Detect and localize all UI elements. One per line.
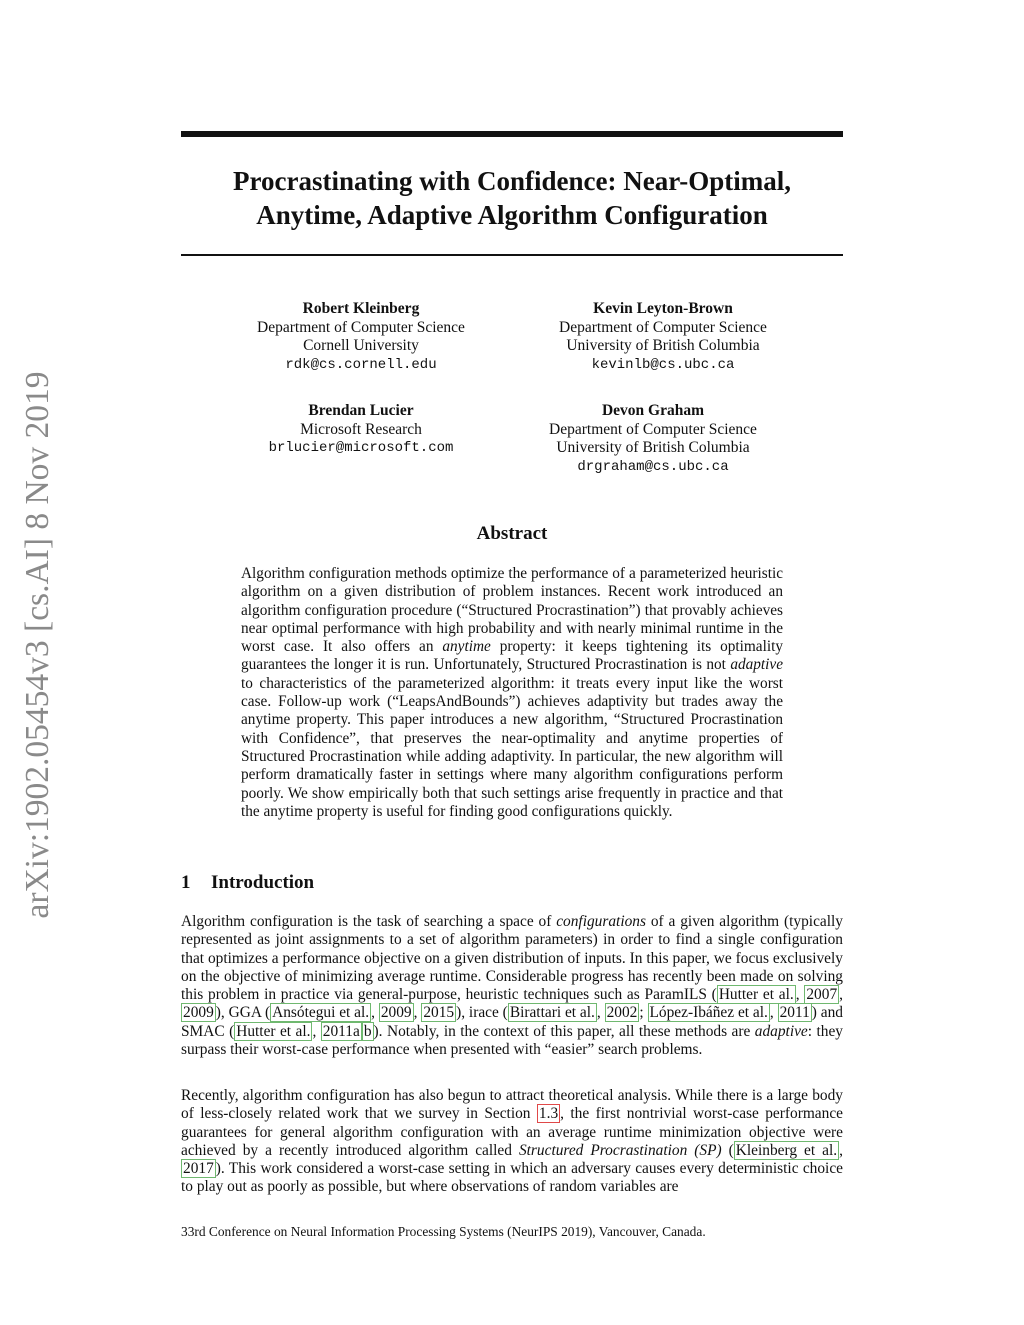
paragraph-text-run: ), irace ( bbox=[456, 1004, 508, 1022]
section-ref-link[interactable]: 1.3 bbox=[538, 1105, 559, 1123]
paragraph-emphasis: adaptive bbox=[754, 1022, 808, 1040]
section-title: Introduction bbox=[211, 872, 315, 893]
author-name: Robert Kleinberg bbox=[302, 300, 420, 317]
citation-separator: , bbox=[769, 1004, 778, 1022]
citation-separator: , bbox=[596, 1004, 605, 1022]
citation-link[interactable]: 2007 bbox=[806, 986, 838, 1004]
title-bottom-rule bbox=[181, 254, 843, 256]
citation-separator: ; bbox=[639, 1004, 648, 1022]
citation-link[interactable]: 2017 bbox=[183, 1160, 214, 1178]
citation-separator: , bbox=[839, 986, 843, 1004]
citation-separator: , bbox=[371, 1004, 379, 1022]
title-top-rule bbox=[181, 131, 843, 137]
citation-link[interactable]: 2011a bbox=[322, 1022, 360, 1040]
paragraph-text-run: Recently, algorithm configuration has also begun to attract theoretical analysis. While there is a large body of less-closely related work that we survey in Section bbox=[181, 1087, 843, 1123]
author-name: Kevin Leyton-Brown bbox=[593, 300, 733, 317]
author-block-leyton-brown bbox=[518, 300, 808, 374]
citation-link[interactable]: López-Ibáñez et al. bbox=[649, 1004, 768, 1022]
conference-footnote: 33rd Conference on Neural Information Processing Systems (NeurIPS 2019), Vancouver, Canada. bbox=[181, 1224, 706, 1239]
author-email[interactable]: drgraham@cs.ubc.ca bbox=[577, 458, 729, 475]
paragraph-text-run: Algorithm configuration is the task of searching a space of bbox=[181, 913, 557, 930]
citation-link[interactable]: Hutter et al. bbox=[718, 986, 794, 1004]
citation-separator: , bbox=[413, 1004, 422, 1022]
citation-link[interactable]: Ansótegui et al. bbox=[272, 1004, 370, 1022]
abstract-emphasis: anytime bbox=[442, 638, 491, 656]
author-email[interactable]: brlucier@microsoft.com bbox=[268, 440, 454, 456]
author-affiliation: Department of Computer Science bbox=[559, 318, 767, 336]
arxiv-identifier-stamp: arXiv:1902.05454v3 [cs.AI] 8 Nov 2019 bbox=[19, 371, 56, 919]
citation-link[interactable]: Hutter et al. bbox=[236, 1022, 311, 1040]
citation-link[interactable]: 2009 bbox=[380, 1004, 412, 1022]
author-name: Brendan Lucier bbox=[308, 402, 414, 419]
author-institution: University of British Columbia bbox=[566, 337, 760, 354]
abstract-text-run: Algorithm configuration methods optimize the performance of a parameterized heuristic algorithm on a given distribution of problem instances. Recent work introduced an algorithm configuration procedure (“Structured Procrastination”) that provably achieves near optimal performance with high probability and with nearly minimal runtime in the worst case. It also offers an bbox=[241, 565, 783, 656]
citation-link[interactable]: 2009 bbox=[183, 1004, 214, 1022]
section-number: 1 bbox=[181, 872, 191, 893]
citation-separator: , bbox=[312, 1022, 321, 1040]
paragraph-emphasis: Structured Procrastination (SP) bbox=[518, 1141, 722, 1159]
paragraph-text-run: , the first nontrivial worst-case performance guarantees for general algorithm configuration with an average runtime minimization objective were achieved by a recently introduced algorithm called bbox=[181, 1105, 843, 1159]
intro-paragraph-2 bbox=[181, 1087, 843, 1197]
author-email[interactable]: kevinlb@cs.ubc.ca bbox=[591, 356, 735, 373]
citation-separator: , bbox=[839, 1141, 843, 1159]
abstract-text bbox=[241, 565, 783, 821]
citation-link[interactable]: 2015 bbox=[423, 1004, 455, 1022]
abstract-text-run: property: it keeps tightening its optimality guarantees the longer it is run. Unfortunately, Structured Procrastination is not bbox=[241, 638, 783, 674]
abstract-emphasis: adaptive bbox=[730, 656, 783, 674]
citation-link[interactable]: Birattari et al. bbox=[509, 1004, 595, 1022]
paragraph-text-run: : they surpass their worst-case performance when presented with “easier” search problems. bbox=[181, 1022, 843, 1059]
intro-paragraph-1 bbox=[181, 913, 843, 1059]
paper-title bbox=[181, 164, 843, 232]
title-line-2: Anytime, Adaptive Algorithm Configuration bbox=[256, 200, 768, 230]
author-affiliation: Microsoft Research bbox=[300, 420, 422, 438]
paragraph-text-run: ), GGA ( bbox=[215, 1004, 271, 1022]
author-email[interactable]: rdk@cs.cornell.edu bbox=[285, 356, 437, 373]
author-block-graham bbox=[508, 402, 798, 476]
abstract-heading: Abstract bbox=[476, 523, 548, 544]
citation-separator: , bbox=[795, 986, 805, 1004]
paragraph-text-run: ( bbox=[721, 1141, 734, 1159]
paragraph-text-run: ). Notably, in the context of this paper, all these methods are bbox=[373, 1022, 755, 1040]
author-name: Devon Graham bbox=[601, 402, 705, 419]
citation-link[interactable]: 2011 bbox=[779, 1004, 810, 1022]
abstract-text-run: to characteristics of the parameterized algorithm: it treats every input like the worst case. Follow-up work (“LeapsAndBounds”) achieves adaptivity but trades away the anytime property. This paper introduces a new algorithm, “Structured Procrastination with Confidence”, that preserves the near-optimality and anytime properties of Structured Procrastination while adding adaptivity. In particular, the new algorithm will perform dramatically faster in settings where many algorithm configurations perform poorly. We show empirically both that such settings arise frequently in practice and that the anytime property is useful for finding good configurations quickly. bbox=[241, 674, 783, 820]
author-affiliation: Department of Computer Science bbox=[257, 318, 465, 336]
paragraph-text-run: ). This work considered a worst-case setting in which an adversary causes every deterministic choice to play out as poorly as possible, but where observations of random variables are bbox=[181, 1160, 843, 1196]
author-block-lucier bbox=[216, 402, 506, 458]
author-institution: Cornell University bbox=[303, 337, 419, 354]
paragraph-text-run: of a given algorithm (typically represented as joint assignments to a set of algorithm parameters) in order to find a single configuration that optimizes a performance objective on a given distribution of inputs. In this paper, we focus exclusively on the objective of minimizing average runtime. Considerable progress has recently been made on solving this problem in practice via general-purpose, heuristic techniques such as ParamILS ( bbox=[181, 913, 843, 1004]
section-heading-introduction bbox=[181, 871, 843, 895]
citation-link[interactable]: 2002 bbox=[606, 1004, 638, 1022]
paragraph-text-run: ) and SMAC ( bbox=[181, 1004, 843, 1040]
author-affiliation: Department of Computer Science bbox=[549, 420, 757, 438]
paragraph-emphasis: configurations bbox=[556, 913, 646, 930]
author-institution: University of British Columbia bbox=[556, 439, 750, 456]
citation-link[interactable]: Kleinberg et al. bbox=[735, 1141, 838, 1159]
author-block-kleinberg bbox=[216, 300, 506, 374]
citation-link[interactable]: b bbox=[363, 1022, 372, 1040]
title-line-1: Procrastinating with Confidence: Near-Optimal, bbox=[233, 166, 791, 196]
